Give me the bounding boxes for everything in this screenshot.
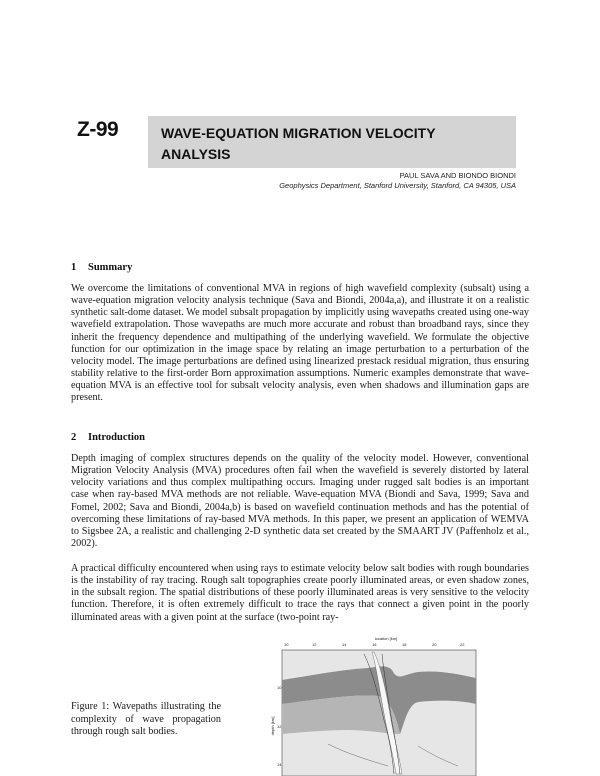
summary-paragraph: We overcome the limitations of conventional MVA in regions of high wavefield complexity (subsalt) using a wave-equation migration velocity analysis technique (Sava and Biondi, 2004a,a), and illustrate it on a realistic synthetic salt-dome dataset. We model subsalt propagation by implicitly using wavepaths created using one-way wavefield extrapolation. Those wavepaths are much more accurate and robust than broadband rays, since they inherit the frequency dependence and multipathing of the underlying wavefield. We formulate the objective function for our optimization in the image space by relating an image perturbation to a perturbation of the velocity model. The image perturbations are defined using linearized prestack residual migration, thus ensuring stability relative to the first-order Born approximation assumptions. Numeric examples demonstrate that wave-equation MVA is an effective tool for subsalt velocity analysis, even when shadows and illumination gaps are present. [71, 283, 529, 404]
x-tick-label: 20 [432, 642, 437, 647]
x-tick-label: 14 [342, 642, 347, 647]
wavepath-figure [268, 634, 480, 776]
paper-code: Z-99 [77, 118, 119, 141]
section-title: Summary [88, 262, 133, 273]
section-number: 2 [71, 432, 77, 443]
title-banner [148, 116, 516, 168]
section-number: 1 [71, 262, 77, 273]
x-tick-label: 22 [460, 642, 465, 647]
intro-paragraph-2: A practical difficulty encountered when using rays to estimate velocity below salt bodies with rough boundaries is the instability of ray tracing. Rough salt topographies create poorly illuminated areas, or even shadow zones, in the subsalt region. The spatial distributions of these poorly illuminated areas is very sensitive to the velocity function. Therefore, it is often extremely difficult to trace the rays that connect a given point in the poorly illuminated areas with a given point at the surface (two-point ray- [71, 563, 529, 623]
y-tick-label: 12 [277, 724, 282, 729]
section-title: Introduction [88, 432, 145, 443]
section-heading-introduction [71, 432, 145, 443]
figure-caption: Figure 1: Wavepaths illustrating the complexity of wave propagation through rough salt bodies. [71, 701, 221, 737]
intro-paragraph-1: Depth imaging of complex structures depends on the quality of the velocity model. However, conventional Migration Velocity Analysis (MVA) procedures often fail when the wavefield is severely distorted by lateral velocity variations and thus complex multipathing occurs. Imaging under rugged salt bodies is an important case when ray-based MVA methods are not reliable. Wave-equation MVA (Biondi and Sava, 1999; Sava and Fomel, 2002; Sava and Biondi, 2004a,b) is based on wavefield continuation methods and has the potential of overcoming these limitations of ray-based MVA methods. In this paper, we present an application of WEMVA to Sigsbee 2A, a realistic and challenging 2-D synthetic data set created by the SMAART JV (Paffenholz et al., 2002). [71, 453, 529, 550]
y-tick-label: 10 [277, 685, 282, 690]
x-tick-label: 12 [312, 642, 317, 647]
x-tick-label: 16 [372, 642, 377, 647]
paper-title: WAVE-EQUATION MIGRATION VELOCITY ANALYSIS [161, 125, 436, 162]
section-heading-summary [71, 262, 132, 273]
authors: PAUL SAVA AND BIONDO BIONDI [399, 171, 516, 180]
affiliation: Geophysics Department, Stanford University, Stanford, CA 94305, USA [279, 181, 516, 190]
x-tick-label: 18 [402, 642, 407, 647]
y-axis-label: depth [km] [270, 716, 275, 736]
x-tick-label: 10 [284, 642, 289, 647]
y-tick-label: 14 [277, 762, 282, 767]
x-axis-label: location [km] [374, 636, 398, 641]
